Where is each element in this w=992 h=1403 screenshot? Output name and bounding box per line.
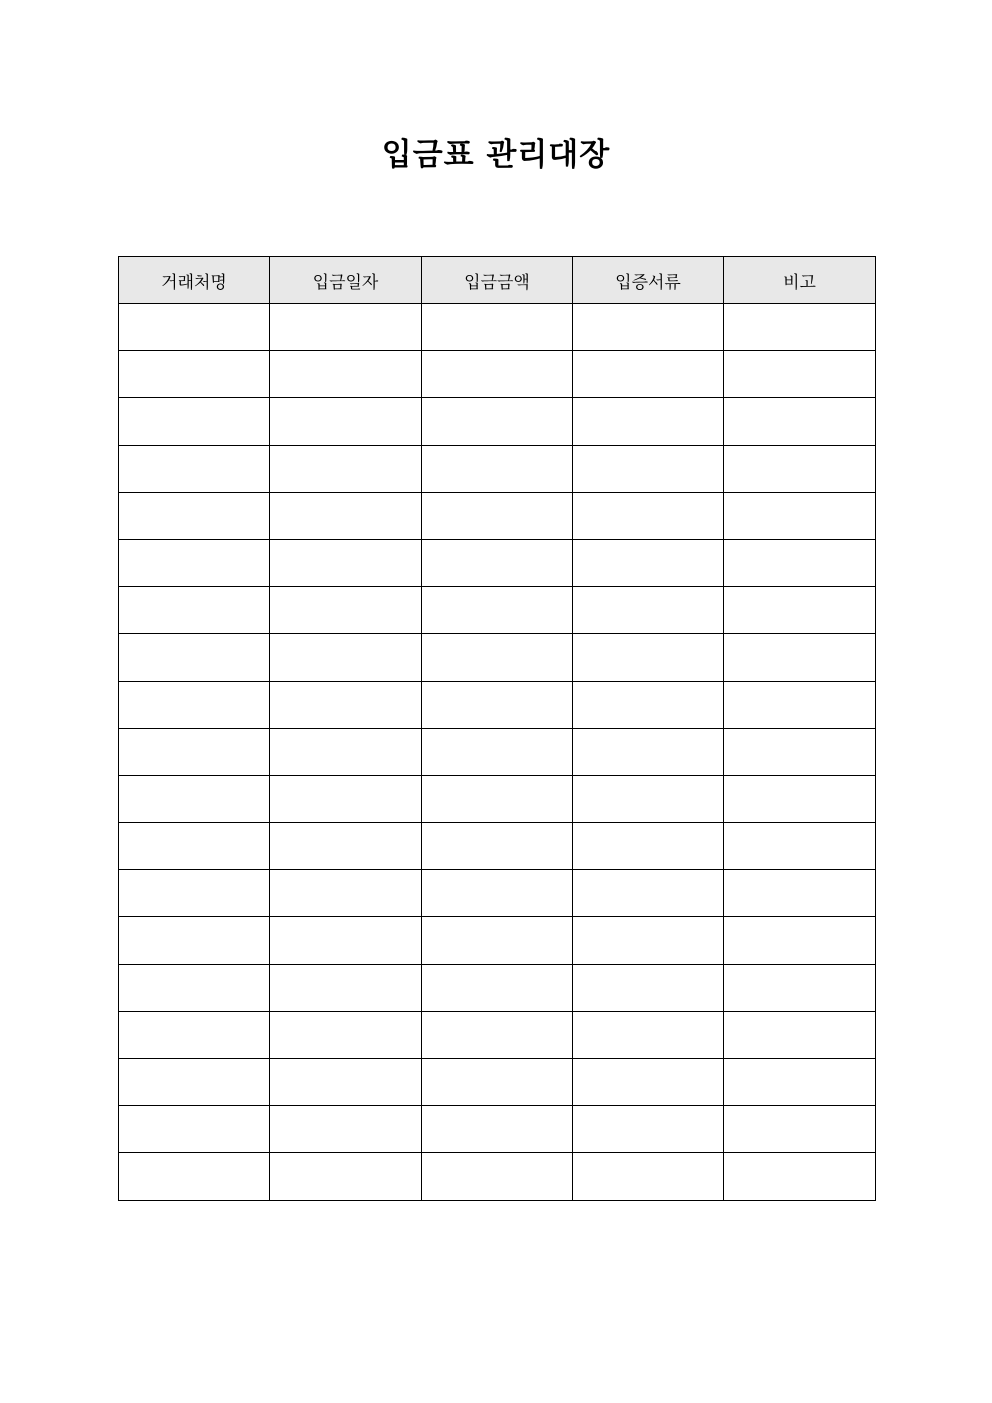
table-cell-client-name xyxy=(119,351,270,398)
table-cell-supporting-documents xyxy=(573,917,724,964)
table-cell-deposit-date xyxy=(270,870,422,917)
table-cell-client-name xyxy=(119,1153,270,1200)
table-row xyxy=(119,917,876,964)
table-cell-deposit-date xyxy=(270,539,422,586)
table-cell-remarks xyxy=(724,681,876,728)
table-cell-deposit-date xyxy=(270,304,422,351)
table-row xyxy=(119,870,876,917)
table-cell-supporting-documents xyxy=(573,587,724,634)
table-cell-deposit-date xyxy=(270,1106,422,1153)
table-cell-deposit-amount xyxy=(422,964,573,1011)
table-cell-client-name xyxy=(119,304,270,351)
table-cell-client-name xyxy=(119,681,270,728)
table-cell-deposit-amount xyxy=(422,1153,573,1200)
table-cell-remarks xyxy=(724,1106,876,1153)
table-cell-deposit-amount xyxy=(422,870,573,917)
table-cell-supporting-documents xyxy=(573,634,724,681)
table-cell-remarks xyxy=(724,1011,876,1058)
table-cell-deposit-date xyxy=(270,445,422,492)
table-cell-client-name xyxy=(119,775,270,822)
table-cell-deposit-date xyxy=(270,351,422,398)
table-cell-client-name xyxy=(119,917,270,964)
table-cell-client-name xyxy=(119,398,270,445)
table-cell-remarks xyxy=(724,351,876,398)
table-row xyxy=(119,964,876,1011)
table-cell-client-name xyxy=(119,1106,270,1153)
table-cell-supporting-documents xyxy=(573,1011,724,1058)
table-cell-client-name xyxy=(119,587,270,634)
column-header-supporting-documents: 입증서류 xyxy=(573,257,724,304)
table-cell-remarks xyxy=(724,398,876,445)
table-cell-deposit-amount xyxy=(422,539,573,586)
table-header-row xyxy=(119,257,876,304)
table-cell-client-name xyxy=(119,1011,270,1058)
table-row xyxy=(119,445,876,492)
table-cell-client-name xyxy=(119,492,270,539)
table-cell-deposit-amount xyxy=(422,917,573,964)
table-cell-client-name xyxy=(119,728,270,775)
table-cell-deposit-date xyxy=(270,492,422,539)
table-body xyxy=(119,304,876,1201)
table-cell-supporting-documents xyxy=(573,728,724,775)
table-cell-deposit-date xyxy=(270,775,422,822)
table-cell-deposit-amount xyxy=(422,445,573,492)
table-row xyxy=(119,634,876,681)
table-cell-deposit-amount xyxy=(422,492,573,539)
table-cell-deposit-amount xyxy=(422,681,573,728)
table-cell-remarks xyxy=(724,964,876,1011)
table-cell-remarks xyxy=(724,870,876,917)
table-cell-remarks xyxy=(724,539,876,586)
table-row xyxy=(119,492,876,539)
table-cell-remarks xyxy=(724,775,876,822)
table-cell-remarks xyxy=(724,917,876,964)
table-cell-supporting-documents xyxy=(573,870,724,917)
table-row xyxy=(119,1153,876,1200)
table-cell-deposit-amount xyxy=(422,634,573,681)
table-cell-deposit-date xyxy=(270,634,422,681)
table-cell-client-name xyxy=(119,539,270,586)
table-cell-remarks xyxy=(724,304,876,351)
table-cell-deposit-amount xyxy=(422,587,573,634)
column-header-client-name: 거래처명 xyxy=(119,257,270,304)
table-cell-remarks xyxy=(724,1153,876,1200)
table-row xyxy=(119,587,876,634)
table-row xyxy=(119,1106,876,1153)
table-cell-deposit-amount xyxy=(422,351,573,398)
table-cell-supporting-documents xyxy=(573,351,724,398)
table-cell-supporting-documents xyxy=(573,775,724,822)
table-cell-remarks xyxy=(724,728,876,775)
table-cell-supporting-documents xyxy=(573,964,724,1011)
table-cell-remarks xyxy=(724,1059,876,1106)
table-row xyxy=(119,304,876,351)
table-row xyxy=(119,351,876,398)
table-cell-deposit-amount xyxy=(422,1106,573,1153)
table-cell-remarks xyxy=(724,587,876,634)
table-cell-client-name xyxy=(119,1059,270,1106)
table-row xyxy=(119,728,876,775)
table-cell-deposit-date xyxy=(270,728,422,775)
table-cell-remarks xyxy=(724,634,876,681)
table-cell-supporting-documents xyxy=(573,445,724,492)
column-header-deposit-amount: 입금금액 xyxy=(422,257,573,304)
column-header-remarks: 비고 xyxy=(724,257,876,304)
table-cell-supporting-documents xyxy=(573,823,724,870)
table-cell-supporting-documents xyxy=(573,492,724,539)
table-row xyxy=(119,823,876,870)
table-cell-supporting-documents xyxy=(573,398,724,445)
table-cell-deposit-amount xyxy=(422,775,573,822)
table-cell-deposit-date xyxy=(270,917,422,964)
table-cell-supporting-documents xyxy=(573,1059,724,1106)
table-cell-deposit-amount xyxy=(422,1059,573,1106)
table-row xyxy=(119,539,876,586)
table-cell-client-name xyxy=(119,870,270,917)
table-cell-client-name xyxy=(119,445,270,492)
table-cell-deposit-amount xyxy=(422,728,573,775)
table-cell-client-name xyxy=(119,823,270,870)
table-row xyxy=(119,1011,876,1058)
table-row xyxy=(119,775,876,822)
table-row xyxy=(119,1059,876,1106)
table-cell-deposit-amount xyxy=(422,823,573,870)
table-cell-supporting-documents xyxy=(573,304,724,351)
table-cell-deposit-date xyxy=(270,587,422,634)
table-row xyxy=(119,398,876,445)
table-cell-deposit-date xyxy=(270,681,422,728)
table-cell-supporting-documents xyxy=(573,1153,724,1200)
table-cell-deposit-date xyxy=(270,398,422,445)
table-row xyxy=(119,681,876,728)
table-cell-deposit-date xyxy=(270,1059,422,1106)
table-cell-deposit-amount xyxy=(422,1011,573,1058)
table-cell-deposit-date xyxy=(270,823,422,870)
table-cell-remarks xyxy=(724,492,876,539)
table-cell-supporting-documents xyxy=(573,681,724,728)
table-cell-deposit-date xyxy=(270,1153,422,1200)
column-header-deposit-date: 입금일자 xyxy=(270,257,422,304)
table-cell-deposit-date xyxy=(270,964,422,1011)
table-cell-remarks xyxy=(724,445,876,492)
page-title: 입금표 관리대장 xyxy=(381,137,611,173)
table-cell-client-name xyxy=(119,964,270,1011)
table-cell-deposit-amount xyxy=(422,398,573,445)
table-cell-supporting-documents xyxy=(573,539,724,586)
table-cell-client-name xyxy=(119,634,270,681)
table-cell-supporting-documents xyxy=(573,1106,724,1153)
table-cell-deposit-date xyxy=(270,1011,422,1058)
deposit-ledger-table xyxy=(118,256,876,1201)
table-cell-remarks xyxy=(724,823,876,870)
table-cell-deposit-amount xyxy=(422,304,573,351)
